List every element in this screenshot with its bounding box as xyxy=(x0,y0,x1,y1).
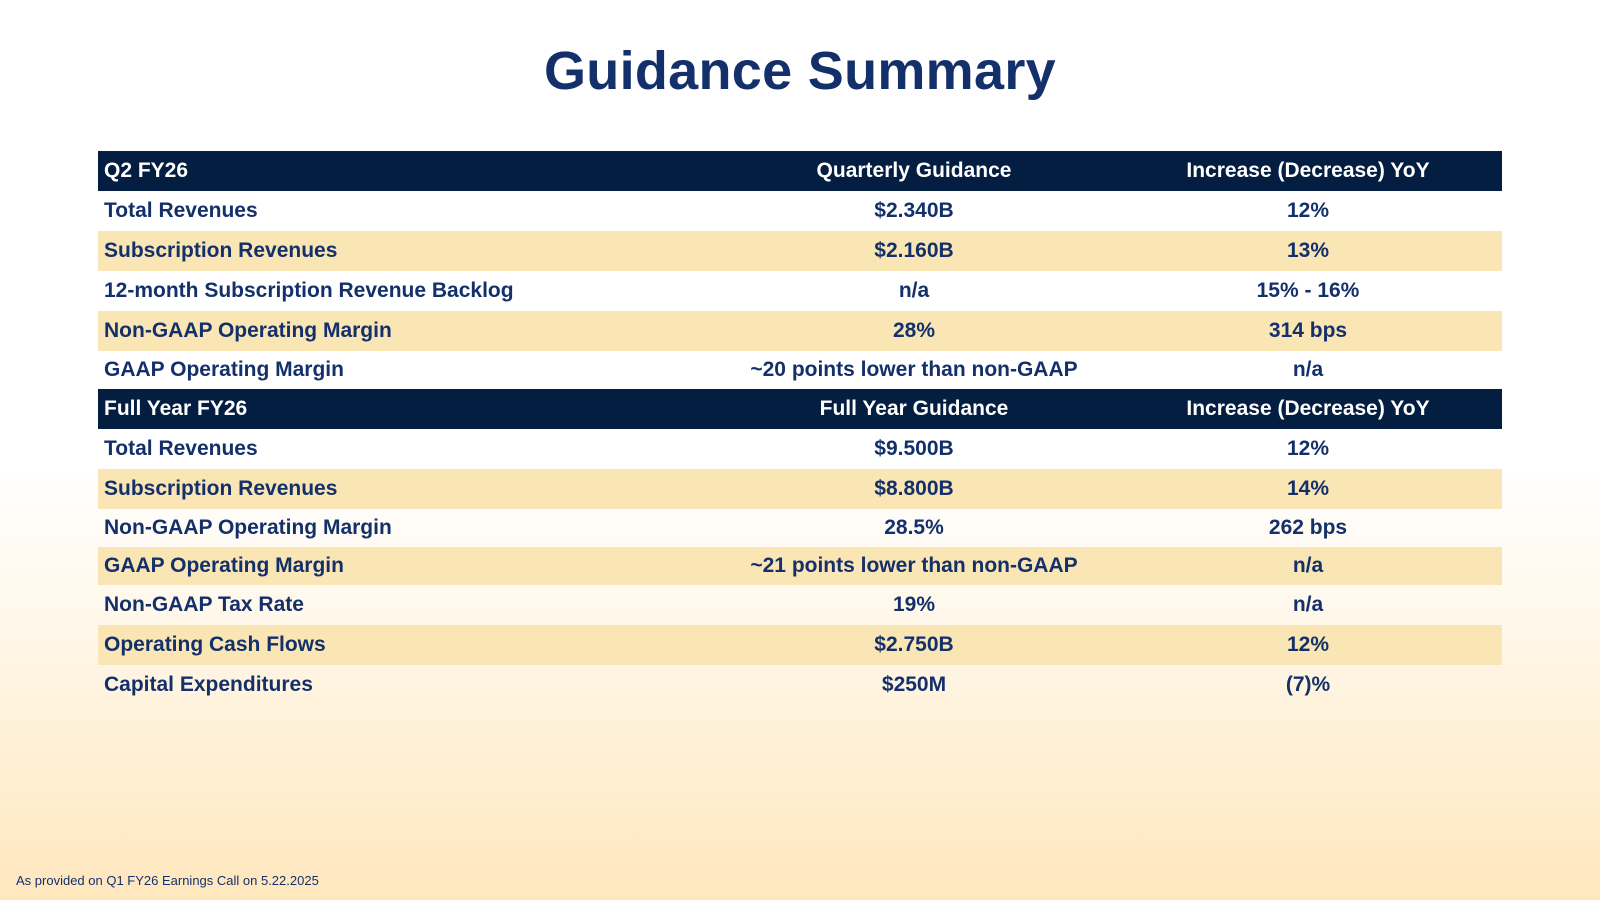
guidance-table xyxy=(98,151,1502,705)
yoy-value: n/a xyxy=(1292,554,1324,577)
guidance-value: $2.750B xyxy=(874,633,954,656)
metric-label: Subscription Revenues xyxy=(104,239,338,262)
header-guidance: Full Year Guidance xyxy=(819,397,1009,420)
table-row xyxy=(98,585,1502,625)
guidance-value: $8.800B xyxy=(874,477,954,500)
table-row xyxy=(98,469,1502,509)
table-row xyxy=(98,665,1502,705)
yoy-value: (7)% xyxy=(1285,673,1331,696)
yoy-value: 12% xyxy=(1286,199,1330,222)
header-period: Q2 FY26 xyxy=(104,159,189,182)
metric-label: Non-GAAP Operating Margin xyxy=(104,516,392,539)
guidance-value: 19% xyxy=(892,593,936,616)
metric-label: Total Revenues xyxy=(104,199,258,222)
metric-label: Subscription Revenues xyxy=(104,477,338,500)
guidance-value: 28.5% xyxy=(884,516,944,539)
table-row xyxy=(98,231,1502,271)
metric-label: Non-GAAP Operating Margin xyxy=(104,319,392,342)
metric-label: GAAP Operating Margin xyxy=(104,358,344,381)
guidance-value: $250M xyxy=(881,673,947,696)
table-row xyxy=(98,509,1502,547)
guidance-value: $2.340B xyxy=(874,199,954,222)
yoy-value: 14% xyxy=(1286,477,1330,500)
yoy-value: 15% - 16% xyxy=(1256,279,1360,302)
guidance-value: 28% xyxy=(892,319,936,342)
header-period: Full Year FY26 xyxy=(104,397,248,420)
table-row xyxy=(98,547,1502,585)
metric-label: Total Revenues xyxy=(104,437,258,460)
guidance-value: ~20 points lower than non-GAAP xyxy=(750,358,1078,381)
header-guidance: Quarterly Guidance xyxy=(816,159,1012,182)
metric-label: GAAP Operating Margin xyxy=(104,554,344,577)
yoy-value: 314 bps xyxy=(1268,319,1348,342)
guidance-value: $9.500B xyxy=(874,437,954,460)
yoy-value: 13% xyxy=(1286,239,1330,262)
table-row xyxy=(98,625,1502,665)
metric-label: Non-GAAP Tax Rate xyxy=(104,593,304,616)
metric-label: Capital Expenditures xyxy=(104,673,313,696)
metric-label: Operating Cash Flows xyxy=(104,633,326,656)
yoy-value: 12% xyxy=(1286,437,1330,460)
table-row xyxy=(98,311,1502,351)
guidance-value: $2.160B xyxy=(874,239,954,262)
yoy-value: 12% xyxy=(1286,633,1330,656)
table-row xyxy=(98,191,1502,231)
table-row xyxy=(98,429,1502,469)
header-yoy: Increase (Decrease) YoY xyxy=(1186,397,1430,420)
table-header-full-year xyxy=(98,389,1502,429)
table-row xyxy=(98,351,1502,389)
footnote: As provided on Q1 FY26 Earnings Call on 5.22.2025 xyxy=(16,873,319,888)
guidance-value: n/a xyxy=(898,279,930,302)
table-row xyxy=(98,271,1502,311)
guidance-value: ~21 points lower than non-GAAP xyxy=(750,554,1078,577)
header-yoy: Increase (Decrease) YoY xyxy=(1186,159,1430,182)
page-title: Guidance Summary xyxy=(544,41,1056,101)
table-header-quarterly xyxy=(98,151,1502,191)
yoy-value: n/a xyxy=(1292,593,1324,616)
yoy-value: 262 bps xyxy=(1268,516,1348,539)
metric-label: 12-month Subscription Revenue Backlog xyxy=(104,279,514,302)
yoy-value: n/a xyxy=(1292,358,1324,381)
